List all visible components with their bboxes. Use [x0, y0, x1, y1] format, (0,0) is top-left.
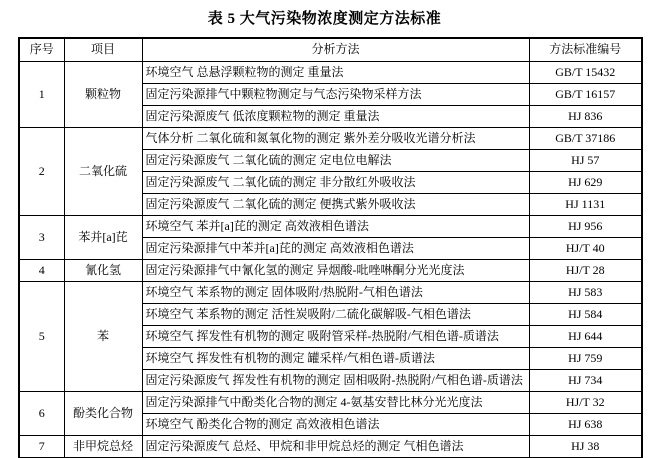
standard-cell: GB/T 16157 — [529, 84, 642, 106]
method-cell: 环境空气 总悬浮颗粒物的测定 重量法 — [142, 62, 529, 84]
standard-cell: HJ 1131 — [529, 194, 642, 216]
standard-cell: HJ 638 — [529, 414, 642, 436]
standard-cell: HJ 584 — [529, 304, 642, 326]
row-number-cell: 3 — [19, 216, 64, 260]
standard-cell: HJ/T 28 — [529, 260, 642, 282]
standard-cell: HJ/T 32 — [529, 392, 642, 414]
method-cell: 固定污染源废气 低浓度颗粒物的测定 重量法 — [142, 106, 529, 128]
methods-table-body — [19, 62, 642, 458]
header-cell-method: 分析方法 — [142, 38, 529, 62]
row-number-cell: 6 — [19, 392, 64, 436]
method-cell: 固定污染源排气中酚类化合物的测定 4-氨基安替比林分光光度法 — [142, 392, 529, 414]
method-cell: 固定污染源排气中颗粒物测定与气态污染物采样方法 — [142, 84, 529, 106]
method-cell: 环境空气 挥发性有机物的测定 吸附管采样-热脱附/气相色谱-质谱法 — [142, 326, 529, 348]
row-number-cell: 1 — [19, 62, 64, 128]
standard-cell: HJ 644 — [529, 326, 642, 348]
method-cell: 环境空气 苯并[a]芘的测定 高效液相色谱法 — [142, 216, 529, 238]
header-cell-item: 项目 — [64, 38, 142, 62]
table-row — [19, 282, 642, 304]
method-cell: 固定污染源废气 二氧化硫的测定 非分散红外吸收法 — [142, 172, 529, 194]
row-number-cell: 5 — [19, 282, 64, 392]
methods-table — [18, 37, 643, 458]
method-cell: 环境空气 挥发性有机物的测定 罐采样/气相色谱-质谱法 — [142, 348, 529, 370]
method-cell: 固定污染源废气 挥发性有机物的测定 固相吸附-热脱附/气相色谱-质谱法 — [142, 370, 529, 392]
item-cell: 酚类化合物 — [64, 392, 142, 436]
table-row — [19, 62, 642, 84]
table-row — [19, 260, 642, 282]
standard-cell: HJ 759 — [529, 348, 642, 370]
item-cell: 颗粒物 — [64, 62, 142, 128]
standard-cell: GB/T 37186 — [529, 128, 642, 150]
row-number-cell: 4 — [19, 260, 64, 282]
header-cell-number: 序号 — [19, 38, 64, 62]
standard-cell: HJ 629 — [529, 172, 642, 194]
table-row — [19, 436, 642, 458]
method-cell: 环境空气 苯系物的测定 固体吸附/热脱附-气相色谱法 — [142, 282, 529, 304]
table-header-row — [19, 38, 642, 62]
table-row — [19, 128, 642, 150]
standard-cell: HJ 836 — [529, 106, 642, 128]
item-cell: 二氧化硫 — [64, 128, 142, 216]
method-cell: 气体分析 二氧化硫和氮氧化物的测定 紫外差分吸收光谱分析法 — [142, 128, 529, 150]
standard-cell: HJ 583 — [529, 282, 642, 304]
standard-cell: HJ 57 — [529, 150, 642, 172]
item-cell: 非甲烷总烃 — [64, 436, 142, 458]
row-number-cell: 7 — [19, 436, 64, 458]
page-title: 表 5 大气污染物浓度测定方法标准 — [207, 11, 442, 27]
method-cell: 固定污染源废气 总烃、甲烷和非甲烷总烃的测定 气相色谱法 — [142, 436, 529, 458]
item-cell: 苯并[a]芘 — [64, 216, 142, 260]
standard-cell: HJ 38 — [529, 436, 642, 458]
method-cell: 固定污染源排气中氰化氢的测定 异烟酸-吡唑啉酮分光光度法 — [142, 260, 529, 282]
standard-cell: HJ 956 — [529, 216, 642, 238]
standard-cell: HJ/T 40 — [529, 238, 642, 260]
table-row — [19, 216, 642, 238]
row-number-cell: 2 — [19, 128, 64, 216]
method-cell: 固定污染源废气 二氧化硫的测定 便携式紫外吸收法 — [142, 194, 529, 216]
method-cell: 固定污染源废气 二氧化硫的测定 定电位电解法 — [142, 150, 529, 172]
item-cell: 苯 — [64, 282, 142, 392]
method-cell: 固定污染源排气中苯并[a]芘的测定 高效液相色谱法 — [142, 238, 529, 260]
method-cell: 环境空气 苯系物的测定 活性炭吸附/二硫化碳解吸-气相色谱法 — [142, 304, 529, 326]
method-cell: 环境空气 酚类化合物的测定 高效液相色谱法 — [142, 414, 529, 436]
header-cell-standard: 方法标准编号 — [529, 38, 642, 62]
table-row — [19, 392, 642, 414]
item-cell: 氰化氢 — [64, 260, 142, 282]
standard-cell: GB/T 15432 — [529, 62, 642, 84]
standard-cell: HJ 734 — [529, 370, 642, 392]
